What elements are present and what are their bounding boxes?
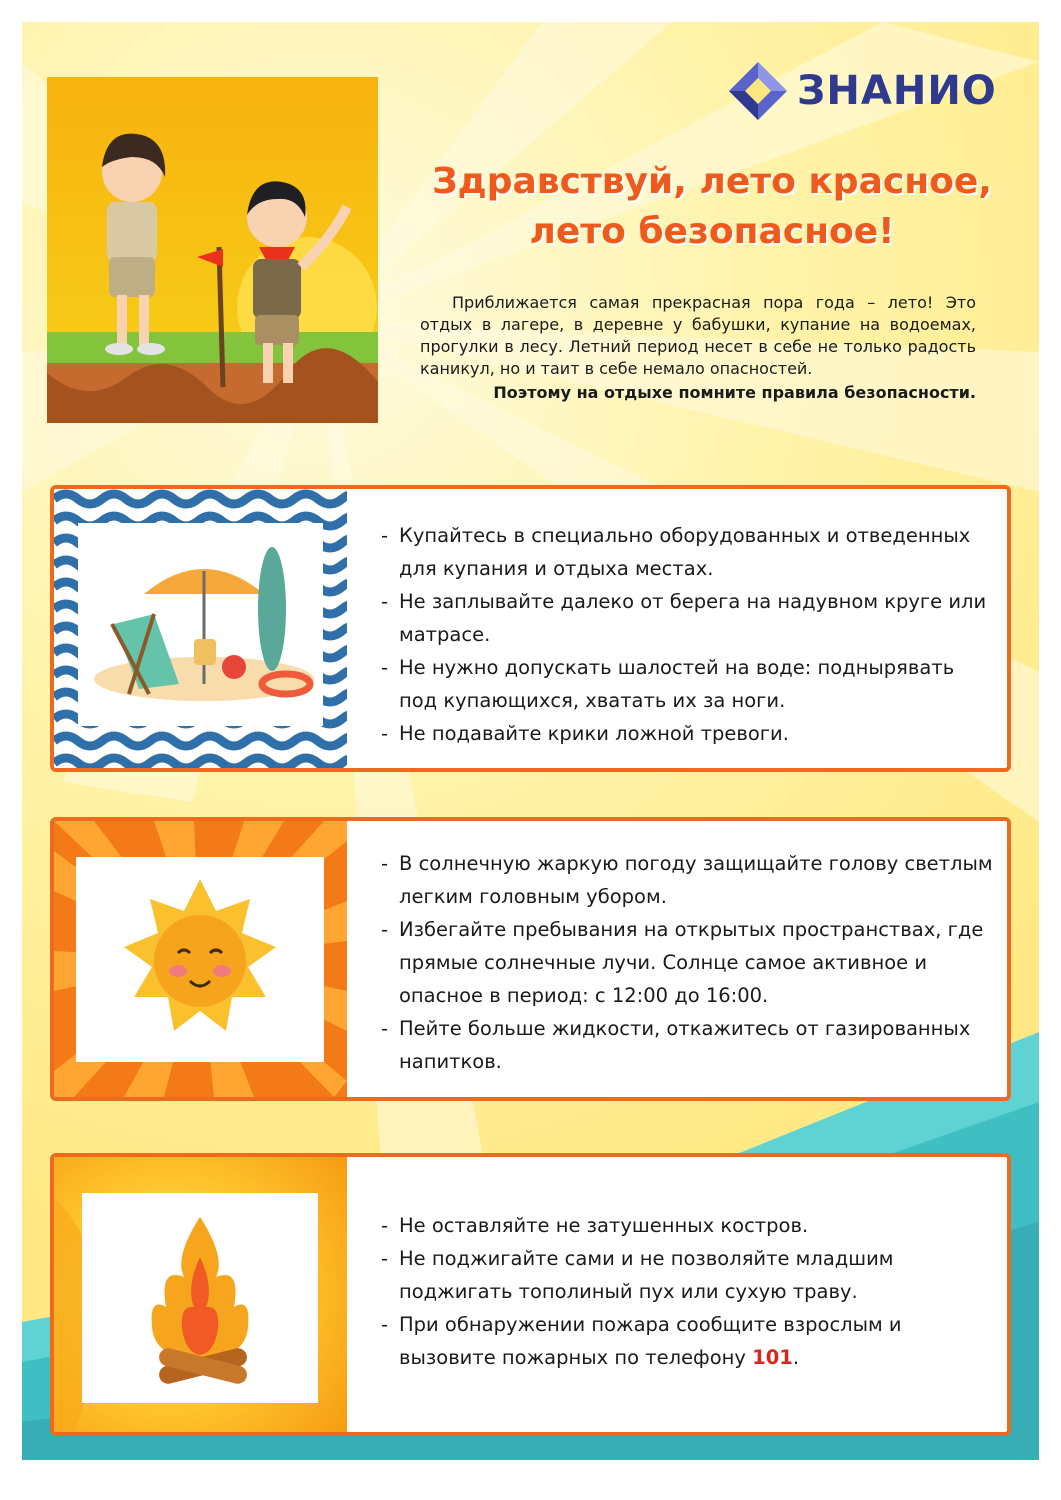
rule-item: - В солнечную жаркую погоду защищайте голову светлым легким головным убором. xyxy=(379,847,997,913)
sun-rules xyxy=(379,847,997,1078)
rule-end: . xyxy=(792,1346,800,1369)
fire-safety-panel xyxy=(50,1153,1011,1436)
sun-safety-panel xyxy=(50,817,1011,1101)
rule-item: - Не нужно допускать шалостей на воде: поднырявать под купающихся, хватать их за ноги. xyxy=(379,651,997,717)
rule-item: - Пейте больше жидкости, откажитесь от газированных напитков. xyxy=(379,1012,997,1078)
rule-item: - Купайтесь в специально оборудованных и отведенных для купания и отдыха местах. xyxy=(379,519,997,585)
intro-emphasis: Поэтому на отдыхе помните правила безопасности. xyxy=(493,383,976,402)
fire-rules-list xyxy=(379,1209,997,1374)
water-rules-list xyxy=(379,519,997,750)
rule-item: - Не заплывайте далеко от берега на надувном круге или матрасе. xyxy=(379,585,997,651)
diamond-logo-icon xyxy=(727,60,789,122)
flame-background xyxy=(54,1157,347,1432)
logo-text: ЗНАНИО xyxy=(797,68,997,114)
sun-rules-list xyxy=(379,847,997,1078)
children-hiking-illustration xyxy=(47,77,378,423)
rule-item: - Не оставляйте не затушенных костров. xyxy=(379,1209,997,1242)
rule-item xyxy=(379,1308,997,1374)
title-line-1: Здравствуй, лето красное, xyxy=(432,161,992,202)
rule-item: - Не подавайте крики ложной тревоги. xyxy=(379,717,997,750)
fire-rules xyxy=(379,1209,997,1374)
sunburst-background xyxy=(54,821,347,1097)
title-line-2: лето безопасное! xyxy=(529,211,895,252)
water-safety-panel xyxy=(50,485,1011,772)
brand-logo xyxy=(727,60,997,122)
intro-paragraph: Приближается самая прекрасная пора года – лето! Это отдых в лагере, в деревне у бабушки, купание на водоемах, прогулки в лесу. Летний период несет в себе не только радость каникул, но и таит в себе немало опасностей. xyxy=(420,293,976,378)
poster xyxy=(22,22,1039,1460)
rule-item: - Избегайте пребывания на открытых пространствах, где прямые солнечные лучи. Солнце самое активное и опасное в период: с 12:00 до 16:00. xyxy=(379,913,997,1012)
water-rules xyxy=(379,519,997,750)
rule-text: При обнаружении пожара сообщите взрослым и вызовите пожарных по телефону xyxy=(399,1313,902,1369)
fire-phone-number: 101 xyxy=(752,1346,793,1369)
page-title xyxy=(392,157,1032,257)
rule-item: - Не поджигайте сами и не позволяйте младшим поджигать тополиный пух или сухую траву. xyxy=(379,1242,997,1308)
intro-text xyxy=(420,292,976,404)
wave-pattern-background xyxy=(54,489,347,768)
